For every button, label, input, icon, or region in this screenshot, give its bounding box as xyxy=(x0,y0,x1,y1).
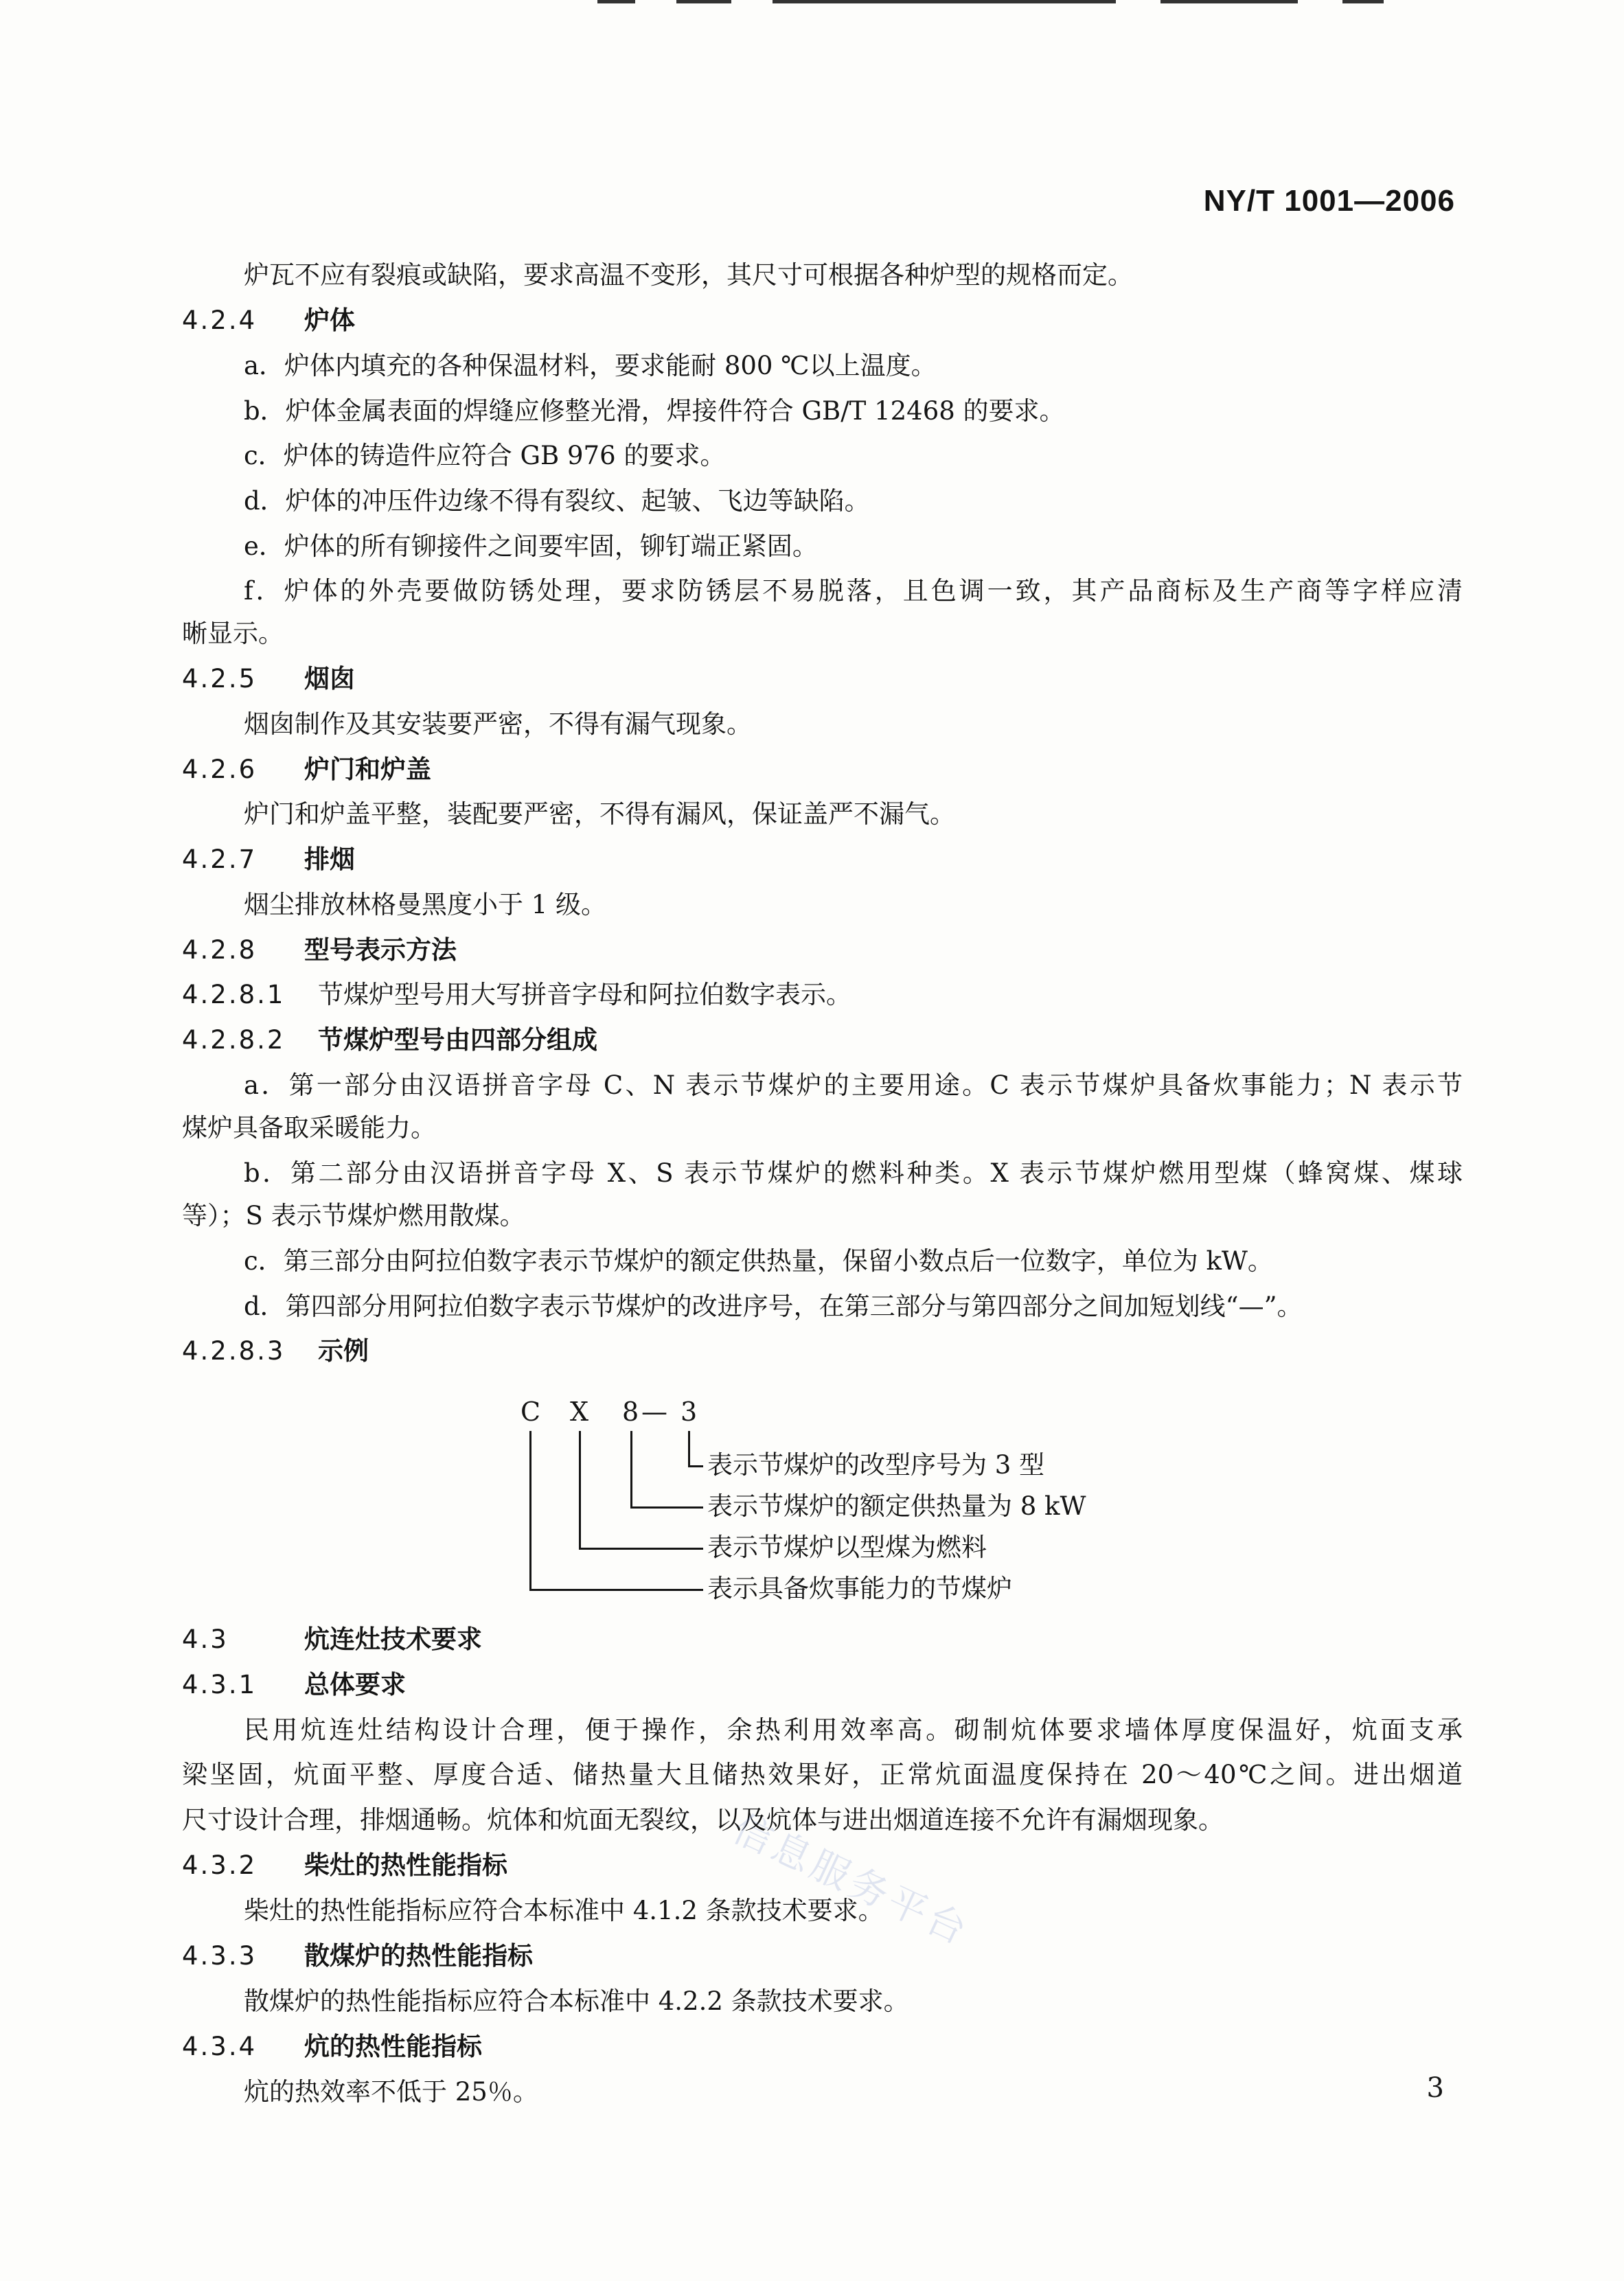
top-rule xyxy=(676,0,731,3)
paragraph-line: 民用炕连灶结构设计合理，便于操作，余热利用效率高。砌制炕体要求墙体厚度保温好，炕面支承 xyxy=(244,1715,1463,1745)
paragraph-line: a．第一部分由汉语拼音字母 C、N 表示节煤炉的主要用途。C 表示节煤炉具备炊事能力；N 表示节 xyxy=(244,1070,1463,1100)
paragraph-line: 煤炉具备取采暖能力。 xyxy=(182,1113,436,1143)
paragraph-line: d．第四部分用阿拉伯数字表示节煤炉的改进序号，在第三部分与第四部分之间加短划线“—”。 xyxy=(244,1292,1303,1321)
section-number: 4.2.6 xyxy=(182,755,258,784)
top-rule xyxy=(1160,0,1298,3)
section-title: 节煤炉型号用大写拼音字母和阿拉伯数字表示。 xyxy=(318,980,851,1009)
paragraph-line: b．第二部分由汉语拼音字母 X、S 表示节煤炉的燃料种类。X 表示节煤炉燃用型煤（蜂窝煤、煤球 xyxy=(244,1158,1463,1188)
model-label-fuel-type: 表示节煤炉以型煤为燃料 xyxy=(707,1533,987,1562)
section-heading xyxy=(182,2031,482,2063)
paragraph-line: c．炉体的铸造件应符合 GB 976 的要求。 xyxy=(244,441,726,470)
top-rule xyxy=(1342,0,1384,3)
section-number: 4.2.7 xyxy=(182,845,258,874)
paragraph-line: c．第三部分由阿拉伯数字表示节煤炉的额定供热量，保留小数点后一位数字，单位为 kW。 xyxy=(244,1246,1273,1276)
paragraph-line: 炉瓦不应有裂痕或缺陷，要求高温不变形，其尺寸可根据各种炉型的规格而定。 xyxy=(244,260,1133,290)
section-title: 型号表示方法 xyxy=(304,935,457,965)
top-rule xyxy=(773,0,1116,3)
section-title: 柴灶的热性能指标 xyxy=(304,1850,507,1880)
section-number: 4.2.8 xyxy=(182,935,258,965)
page-number: 3 xyxy=(1426,2072,1444,2104)
section-heading xyxy=(182,305,355,336)
section-number: 4.3.4 xyxy=(182,2032,258,2061)
section-number: 4.2.5 xyxy=(182,664,258,694)
paragraph-line: 等）；S 表示节煤炉燃用散煤。 xyxy=(182,1201,525,1230)
section-number: 4.2.4 xyxy=(182,306,258,335)
section-title: 散煤炉的热性能指标 xyxy=(304,1941,533,1971)
section-title: 烟囱 xyxy=(304,664,355,694)
model-label-heat-output: 表示节煤炉的额定供热量为 8 kW xyxy=(707,1491,1086,1521)
paragraph-line: 烟囱制作及其安装要严密，不得有漏气现象。 xyxy=(244,709,752,739)
paragraph-line: 柴灶的热性能指标应符合本标准中 4.1.2 条款技术要求。 xyxy=(244,1896,884,1925)
paragraph-line: 炉门和炉盖平整，装配要严密，不得有漏风，保证盖严不漏气。 xyxy=(244,799,955,829)
section-title: 节煤炉型号由四部分组成 xyxy=(318,1025,597,1055)
model-number-3: 3 xyxy=(681,1397,698,1427)
section-number: 4.3.2 xyxy=(182,1850,258,1880)
section-heading xyxy=(182,844,355,875)
section-title: 总体要求 xyxy=(304,1670,406,1699)
section-title: 炉门和炉盖 xyxy=(304,755,431,784)
model-letter-c: C xyxy=(521,1397,541,1427)
section-number: 4.2.8.1 xyxy=(182,980,286,1009)
paragraph-line: 梁坚固，炕面平整、厚度合适、储热量大且储热效果好，正常炕面温度保持在 20～40℃之间。进出烟道 xyxy=(182,1760,1463,1789)
paragraph-line: 炕的热效率不低于 25％。 xyxy=(244,2077,538,2107)
paragraph-line: a．炉体内填充的各种保温材料，要求能耐 800 ℃以上温度。 xyxy=(244,351,937,380)
paragraph-line: 尺寸设计合理，排烟通畅。炕体和炕面无裂纹，以及炕体与进出烟道连接不允许有漏烟现象。 xyxy=(182,1805,1224,1835)
watermark: 信息服务平台 xyxy=(726,1806,977,1955)
section-heading xyxy=(182,979,851,1011)
section-number: 4.2.8.3 xyxy=(182,1336,286,1366)
section-heading xyxy=(182,754,431,786)
section-title: 炉体 xyxy=(304,306,355,335)
section-title: 炕连灶技术要求 xyxy=(304,1625,482,1654)
paragraph-line: 烟尘排放林格曼黑度小于 1 级。 xyxy=(244,890,607,919)
section-number: 4.3.3 xyxy=(182,1941,258,1971)
section-title: 示例 xyxy=(318,1336,369,1366)
paragraph-line: 散煤炉的热性能指标应符合本标准中 4.2.2 条款技术要求。 xyxy=(244,1986,909,2016)
section-title: 排烟 xyxy=(304,845,355,874)
paragraph-line: b．炉体金属表面的焊缝应修整光滑，焊接件符合 GB/T 12468 的要求。 xyxy=(244,396,1065,426)
section-heading xyxy=(182,1624,482,1655)
model-letter-x: X xyxy=(570,1397,589,1427)
section-number: 4.2.8.2 xyxy=(182,1025,286,1055)
section-title: 炕的热性能指标 xyxy=(304,2032,482,2061)
section-heading xyxy=(182,935,457,966)
section-heading xyxy=(182,1336,369,1367)
model-number-8: 8 xyxy=(622,1397,639,1427)
section-heading xyxy=(182,1850,507,1881)
top-rule xyxy=(597,0,635,3)
model-label-revision: 表示节煤炉的改型序号为 3 型 xyxy=(707,1450,1045,1480)
section-heading xyxy=(182,663,355,695)
model-dash: — xyxy=(641,1397,667,1427)
section-number: 4.3 xyxy=(182,1625,229,1654)
section-heading xyxy=(182,1024,597,1056)
model-label-usage: 表示具备炊事能力的节煤炉 xyxy=(707,1574,1012,1603)
section-number: 4.3.1 xyxy=(182,1670,258,1699)
paragraph-line: 晰显示。 xyxy=(182,619,284,648)
paragraph-line: e．炉体的所有铆接件之间要牢固，铆钉端正紧固。 xyxy=(244,531,818,561)
section-heading xyxy=(182,1940,533,1972)
section-heading xyxy=(182,1669,406,1701)
paragraph-line: d．炉体的冲压件边缘不得有裂纹、起皱、飞边等缺陷。 xyxy=(244,486,870,516)
standard-code: NY/T 1001—2006 xyxy=(1203,184,1455,218)
paragraph-line: f．炉体的外壳要做防锈处理，要求防锈层不易脱落，且色调一致，其产品商标及生产商等字样应清 xyxy=(244,576,1463,606)
